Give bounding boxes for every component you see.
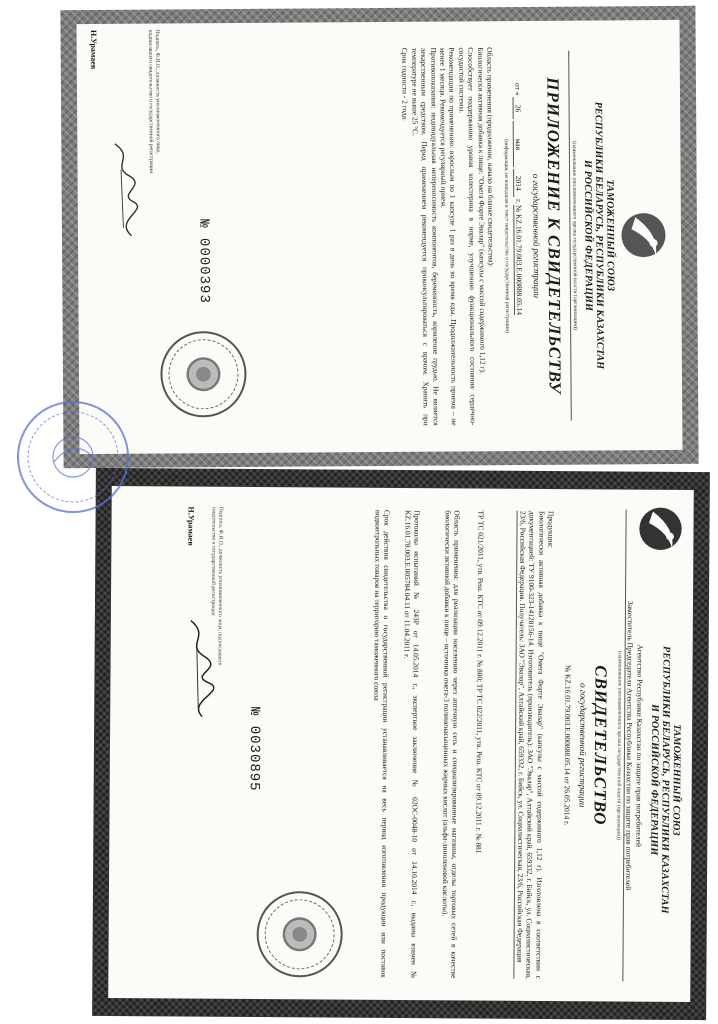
certificate-sheet <box>92 468 710 1020</box>
authority-note: (наименование уполномоченного органа государственной власти (организации)) <box>615 651 623 840</box>
certificate-inner-field <box>108 486 694 1002</box>
scope-text: Область применения: для реализации населению через аптечную сеть и специализированные магазины, отделы торговых сетей в качестве биологически активной добавки к пище – источника омега-3 полиненасыщенных жирных кислот (альфа-линоленовой кислоты). <box>440 510 462 979</box>
registration-line <box>512 83 524 413</box>
document-title: ПРИЛОЖЕНИЕ К СВИДЕТЕЛЬСТВУ <box>542 77 565 395</box>
date-day: 26 <box>512 97 522 119</box>
date-month: мая <box>512 121 522 167</box>
paragraph: Биологически активная добавка к пище: "Омега Форте Эвалар" (капсулы с массой содержимого 1,12 г). <box>475 47 487 374</box>
date-year: 2014 <box>513 169 523 197</box>
certificate-content <box>108 486 694 1002</box>
paragraph: Область применения (продолжение, начало на бланке свидетельства): <box>484 47 496 268</box>
product-text: Биологически активная добавка к пище "Омега Форте Эвалар" (капсулы с массой содержимого 1,12 г). Изготовлена в соответствии с документацией: ТУ 9100-323-14128156-14. Изготовитель (производитель): ЗАО "Эвалар", Алтайский край, 659332, г. Бийск, ул. Социалистическая, 23/6, Российская Федерация. Получатель: ЗАО "Эвалар", Алтайский край, 659332, г. Бийск, ул. Социалистическая, 23/6, Российская Федерация <box>515 510 547 979</box>
registration-number: № KZ.16.01.79.003.E.000888.05.14 <box>513 205 524 315</box>
union-title-line: РЕСПУБЛИКИ БЕЛАРУСЬ, РЕСПУБЛИКИ КАЗАХСТАН <box>658 646 672 914</box>
form-number: № 0000393 <box>194 219 212 304</box>
customs-union-emblem-icon <box>617 209 669 261</box>
appendix-inner-field <box>77 20 683 454</box>
document-title: СВИДЕТЕЛЬСТВО <box>590 665 611 826</box>
regulations-text: ТР ТС 021/2011, утв. Реш. КТС от 09.12.2011 г. № 880; ТР ТС 022/2011, утв. Реш. КТС от 09.12.2011 г. № 881 <box>474 510 486 854</box>
union-title-line: ТАМОЖЕННЫЙ СОЮЗ <box>603 179 616 292</box>
registration-number: № KZ.16.01.79.003.E.000888.05.14 <box>562 664 573 775</box>
appendix-certificate-sheet <box>60 6 698 468</box>
document-subtitle: о государственной регистрации <box>530 173 542 299</box>
validity-text: Срок действия свидетельства о государственной регистрации устанавливается на весь период изготовления продукции или поставок подконтрольных товаров на территорию таможенного союза <box>371 509 392 978</box>
appendix-body <box>400 47 497 426</box>
document-subtitle: о государственной регистрации <box>577 683 589 808</box>
agency-line: Агентство Республики Казахстан по защите прав потребителей <box>634 644 645 848</box>
protocol-text: Протоколы испытаний № 243Р от 14.05.2014 г., экспертное заключение № 02ОС-0048-10 от 14.10.2014 г., выданы взамен № KZ.16.01.78.003.E.005784.04.11 от 11.04.2011 г. <box>402 510 422 979</box>
union-title-line: И РОССИЙСКОЙ ФЕДЕРАЦИИ <box>581 159 594 312</box>
product-label: Продукция: <box>546 511 556 549</box>
blue-round-stamp-icon <box>14 398 132 516</box>
paragraph: Способствует поддержанию уровня холестерина в норме, улучшению функционального состояния сердечно-сосудистой системы. <box>456 47 478 426</box>
handwritten-signature-icon <box>106 140 141 250</box>
registration-line <box>561 489 574 1001</box>
signatory-note: Подпись, Ф.И.О., должность уполномоченного лица, подписавшего свидетельство о государственной регистрации <box>147 29 161 174</box>
agency-line: Заместитель Председателя Агентства Республики Казахстан по защите прав потребителей <box>622 510 635 982</box>
union-title-line: РЕСПУБЛИКИ БЕЛАРУСЬ, РЕСПУБЛИКИ КАЗАХСТАН <box>592 101 605 370</box>
signatory-name: Н.Урамаев <box>88 29 98 70</box>
date-prefix: от « <box>512 83 523 96</box>
number-note: (информация, не вошедшая в текст свидетельства о государственной регистрации) <box>502 139 510 333</box>
union-title-line: ТАМОЖЕННЫЙ СОЮЗ <box>670 723 683 836</box>
registration-date: от 26.05.2014 г. <box>562 776 572 826</box>
signatory-name: Н.Урамаев <box>186 506 196 546</box>
paragraph: Срок годности - 2 года. <box>400 47 410 121</box>
official-seal-icon <box>256 891 343 978</box>
paragraph: Противопоказания: индивидуальная непереносимость компонентов, беременность, кормление грудью. Не является лекарственным средством. Перед применением рекомендуется проконсультироваться с врачом. Хранить при температуре не выше 25 °С. <box>409 47 440 426</box>
paragraph: Рекомендации по применению: взрослым по 1 капсуле 1 раз в день во время еды. Продолжительность приема – не менее 1 месяца. Рекомендуется регулярный прием. <box>437 47 459 426</box>
signatory-note: Подпись, Ф.И.О., должность уполномоченного лица, подписавшего свидетельство о государственной регистрации <box>210 506 224 666</box>
date-suffix: г. <box>513 199 523 204</box>
handwritten-signature-icon <box>180 616 215 726</box>
union-title-line: И РОССИЙСКОЙ ФЕДЕРАЦИИ <box>648 704 661 856</box>
official-seal-icon <box>160 331 247 418</box>
authority-note: (наименование уполномоченного органа государственной власти (организации)) <box>568 51 578 421</box>
product-section <box>514 511 556 979</box>
form-number: № 0030895 <box>245 706 263 792</box>
appendix-content <box>77 20 683 454</box>
